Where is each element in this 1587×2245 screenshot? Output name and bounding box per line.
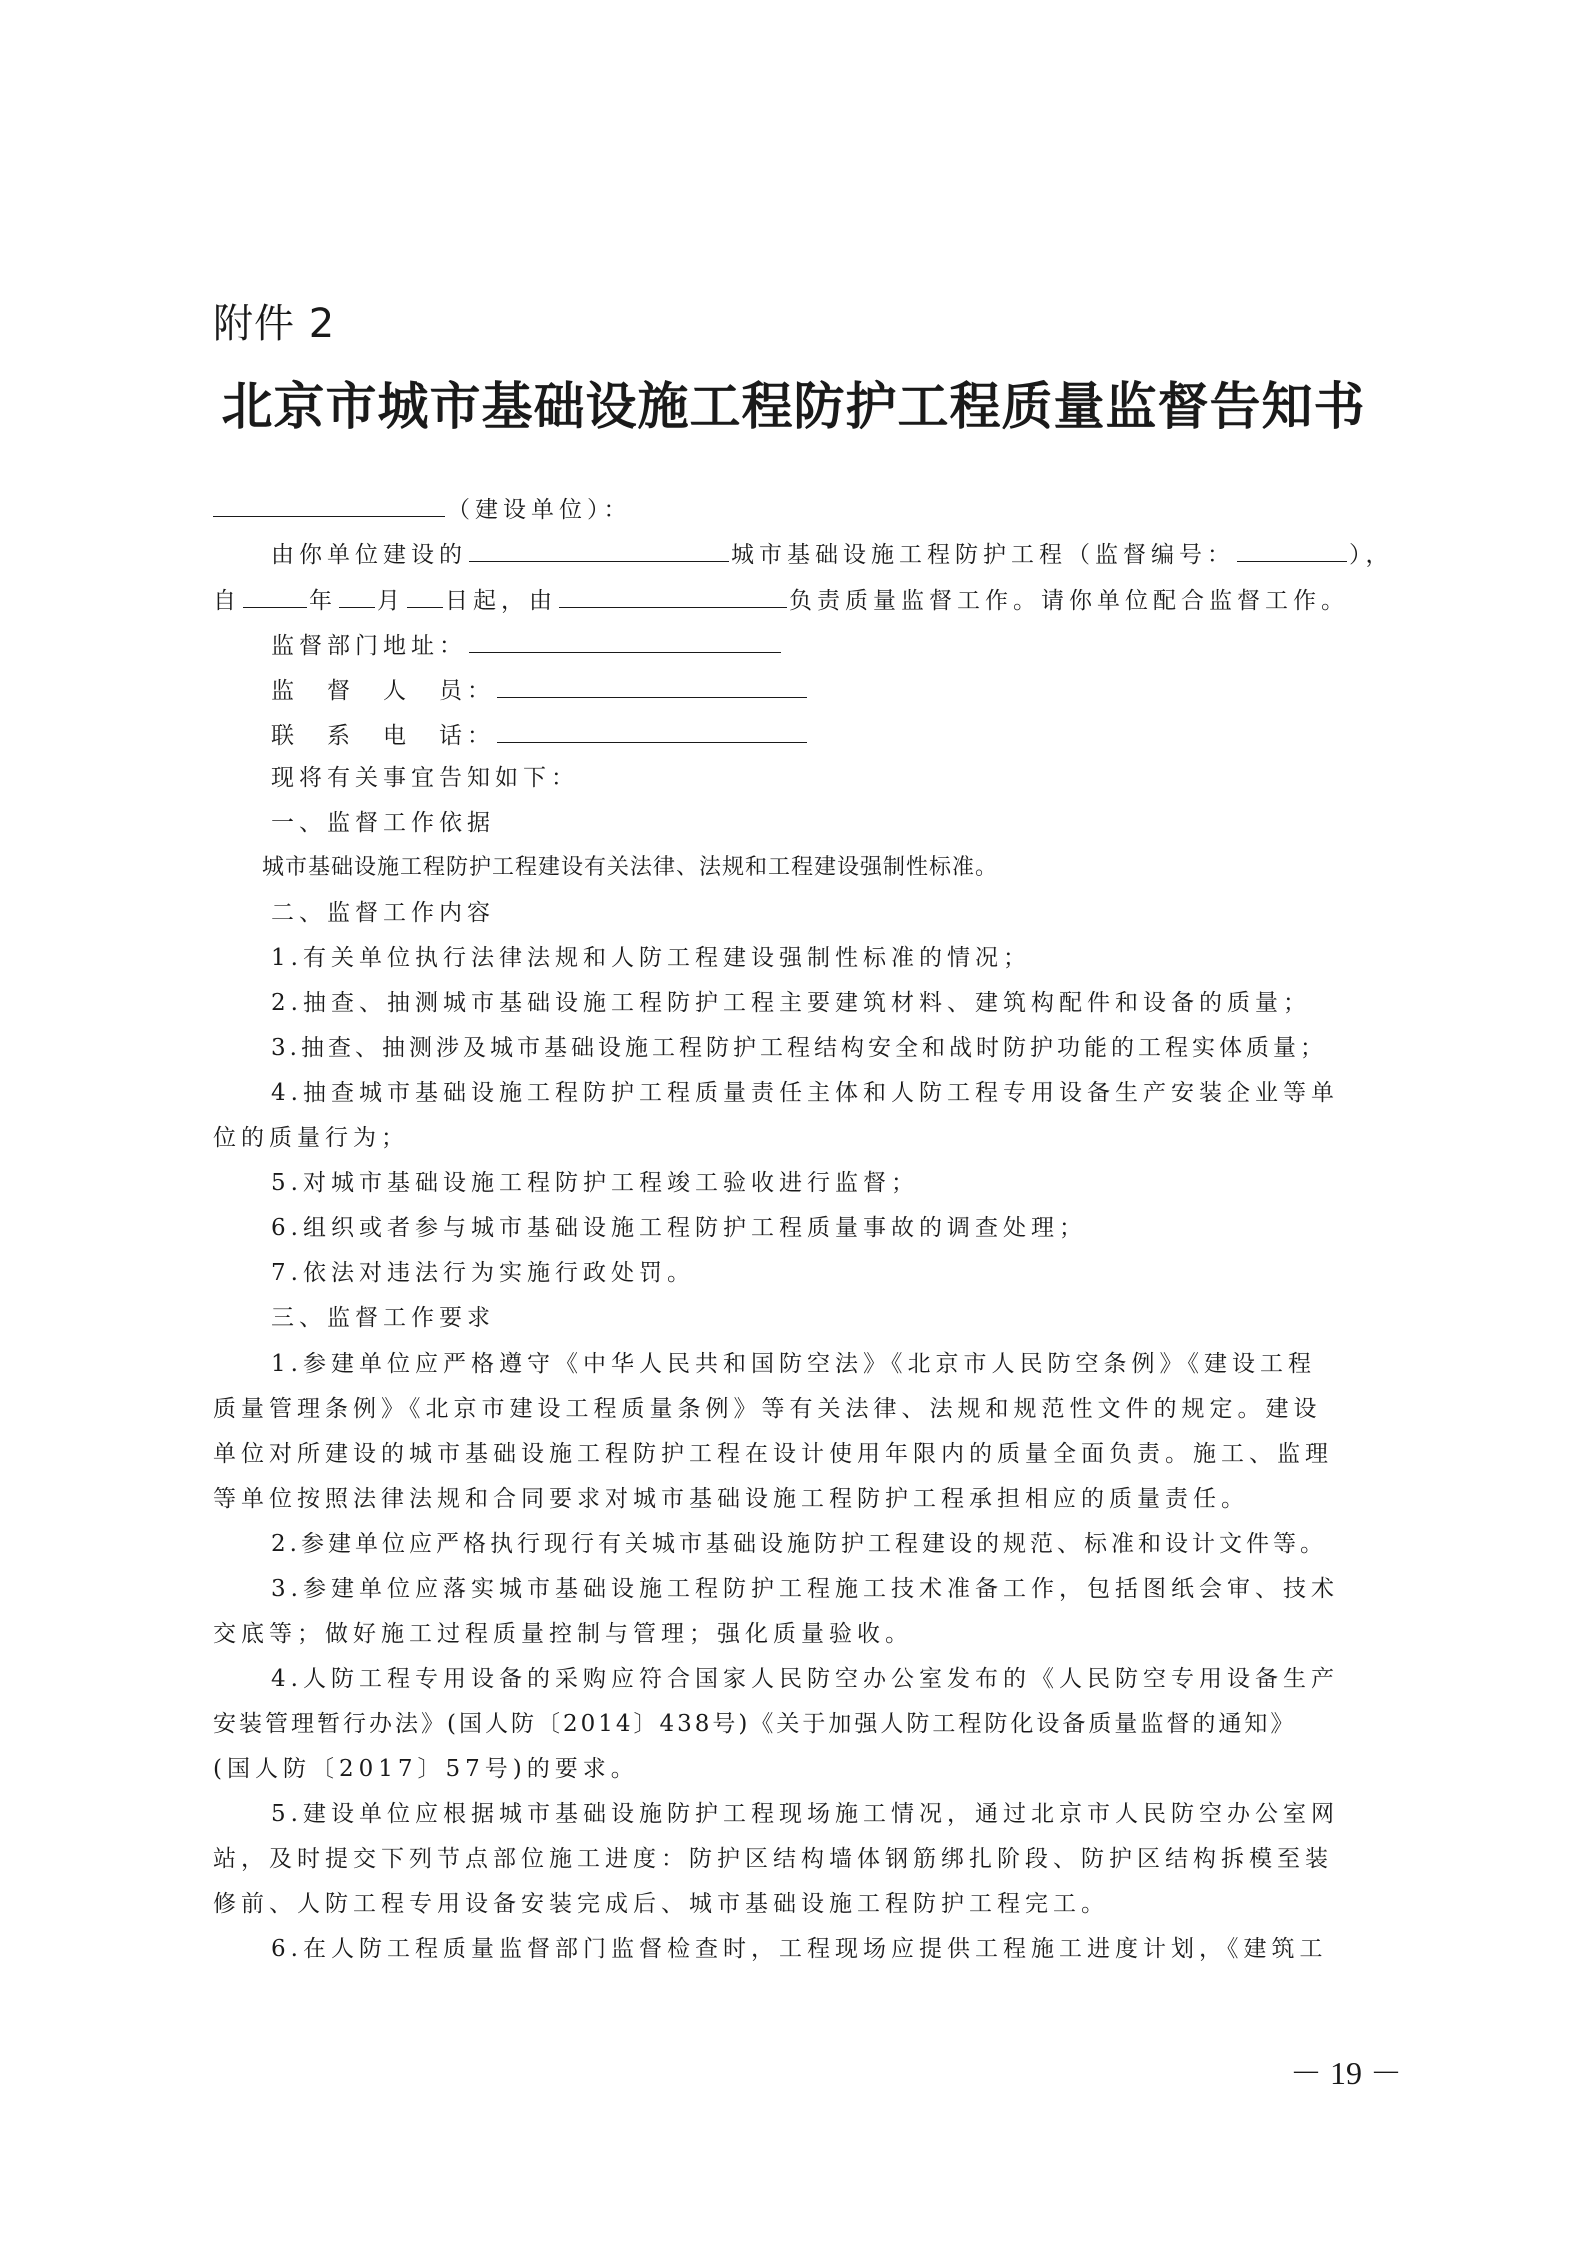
project-name-blank[interactable] [469,537,729,562]
section2-item-1: 1.有关单位执行法律法规和人防工程建设强制性标准的情况； [271,945,1031,971]
staff-row [271,673,809,706]
intro-text-7: 日起，由 [445,588,557,614]
section3-req-5a: 5.建设单位应根据城市基础设施防护工程现场施工情况，通过北京市人民防空办公室网 [271,1801,1339,1827]
intro-text-8: 负责质量监督工作。请你单位配合监督工作。 [789,588,1349,614]
section2-heading: 二、监督工作内容 [271,900,495,926]
addressee-label: （建设单位）： [447,497,632,523]
section3-req-2: 2.参建单位应严格执行现行有关城市基础设施防护工程建设的规范、标准和设计文件等。 [271,1531,1327,1557]
staff-blank[interactable] [497,673,807,698]
intro-month-label: 月 [377,588,405,614]
phone-row [271,718,809,751]
phone-blank[interactable] [497,718,807,743]
section2-item-4a: 4.抽查城市基础设施工程防护工程质量责任主体和人防工程专用设备生产安装企业等单 [271,1080,1339,1106]
staff-label: 监 督 人 员： [271,678,495,704]
phone-label: 联 系 电 话： [271,723,495,749]
section2-item-5: 5.对城市基础设施工程防护工程竣工验收进行监督； [271,1170,919,1196]
section1-heading: 一、监督工作依据 [271,810,495,836]
section3-req-3b: 交底等；做好施工过程质量控制与管理；强化质量验收。 [213,1621,913,1647]
address-row [271,628,783,661]
intro-line-1 [271,537,1394,570]
supervision-number-blank[interactable] [1237,537,1347,562]
page-number: － 19 － [1290,2055,1403,2091]
section3-req-1d: 等单位按照法律法规和合同要求对城市基础设施工程防护工程承担相应的质量责任。 [213,1486,1249,1512]
section2-item-2: 2.抽查、抽测城市基础设施工程防护工程主要建筑材料、建筑构配件和设备的质量； [271,990,1311,1016]
year-blank[interactable] [243,583,307,608]
section3-req-4c: (国人防〔2017〕57号)的要求。 [213,1756,639,1782]
intro-line-2 [213,583,1349,616]
supervising-dept-blank[interactable] [559,583,787,608]
section3-heading: 三、监督工作要求 [271,1305,495,1331]
intro-text-2: 城市基础设施工程防护工程（监督编号： [731,542,1235,568]
section2-item-3: 3.抽查、抽测涉及城市基础设施工程防护工程结构安全和战时防护功能的工程实体质量； [271,1035,1327,1061]
section1-body: 城市基础设施工程防护工程建设有关法律、法规和工程建设强制性标准。 [262,855,999,880]
intro-text-1: 由你单位建设的 [271,542,467,568]
section2-item-6: 6.组织或者参与城市基础设施工程防护工程质量事故的调查处理； [271,1215,1087,1241]
section3-req-1c: 单位对所建设的城市基础设施工程防护工程在设计使用年限内的质量全面负责。施工、监理 [213,1441,1333,1467]
address-blank[interactable] [469,628,781,653]
section3-req-5b: 站，及时提交下列节点部位施工进度：防护区结构墙体钢筋绑扎阶段、防护区结构拆模至装 [213,1846,1333,1872]
section3-req-6a: 6.在人防工程质量监督部门监督检查时，工程现场应提供工程施工进度计划，《建筑工 [271,1936,1328,1962]
intro-year-label: 年 [309,588,337,614]
document-title: 北京市城市基础设施工程防护工程质量监督告知书 [221,377,1366,437]
section2-item-7: 7.依法对违法行为实施行政处罚。 [271,1260,695,1286]
intro-text-4: 自 [213,588,241,614]
day-blank[interactable] [407,583,443,608]
month-blank[interactable] [339,583,375,608]
attachment-label: 附件 2 [213,301,336,347]
notice-lead: 现将有关事宜告知如下： [271,765,579,791]
section3-req-1b: 质量管理条例》《北京市建设工程质量条例》等有关法律、法规和规范性文件的规定。建设 [213,1396,1322,1422]
section3-req-5c: 修前、人防工程专用设备安装完成后、城市基础设施工程防护工程完工。 [213,1891,1109,1917]
address-label: 监督部门地址： [271,633,467,659]
intro-text-3: ）， [1349,542,1394,568]
section3-req-4b: 安装管理暂行办法》(国人防〔2014〕438号)《关于加强人防工程防化设备质量监督的通知》 [213,1711,1297,1737]
section3-req-3a: 3.参建单位应落实城市基础设施工程防护工程施工技术准备工作，包括图纸会审、技术 [271,1576,1339,1602]
addressee-blank[interactable] [213,492,445,517]
addressee-line [213,492,632,525]
section2-item-4b: 位的质量行为； [213,1125,409,1151]
section3-req-1a: 1.参建单位应严格遵守《中华人民共和国防空法》《北京市人民防空条例》《建设工程 [271,1351,1316,1377]
section3-req-4a: 4.人防工程专用设备的采购应符合国家人民防空办公室发布的《人民防空专用设备生产 [271,1666,1339,1692]
